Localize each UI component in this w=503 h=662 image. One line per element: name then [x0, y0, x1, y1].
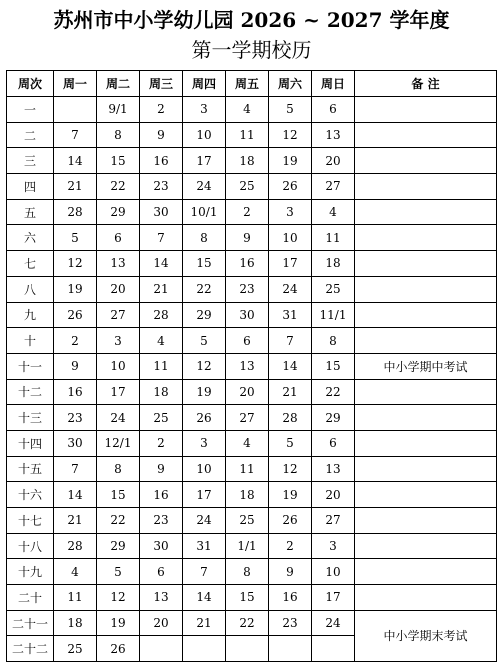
date-cell: 6 [97, 225, 140, 251]
date-cell: 9 [140, 456, 183, 482]
date-cell: 16 [226, 251, 269, 277]
date-cell: 22 [97, 174, 140, 200]
date-cell: 18 [226, 482, 269, 508]
date-cell: 12 [269, 122, 312, 148]
date-cell: 27 [97, 302, 140, 328]
week-row [7, 148, 497, 174]
remark-cell [355, 276, 497, 302]
date-cell: 26 [54, 302, 97, 328]
week-number: 十一 [7, 353, 54, 379]
date-cell: 14 [54, 148, 97, 174]
date-cell: 3 [183, 430, 226, 456]
date-cell: 9 [140, 122, 183, 148]
date-cell: 9 [54, 353, 97, 379]
date-cell: 12 [269, 456, 312, 482]
date-cell: 3 [183, 97, 226, 123]
remark-cell [355, 251, 497, 277]
date-cell: 14 [54, 482, 97, 508]
date-cell: 23 [226, 276, 269, 302]
date-cell: 18 [312, 251, 355, 277]
date-cell: 4 [140, 328, 183, 354]
week-row [7, 97, 497, 123]
date-cell: 10 [97, 353, 140, 379]
date-cell: 11 [226, 456, 269, 482]
date-cell: 14 [183, 585, 226, 611]
date-cell: 27 [226, 405, 269, 431]
date-cell: 22 [312, 379, 355, 405]
date-cell: 5 [183, 328, 226, 354]
date-cell: 4 [226, 430, 269, 456]
date-cell: 8 [97, 122, 140, 148]
remark-cell [355, 302, 497, 328]
week-row [7, 328, 497, 354]
date-cell: 29 [97, 199, 140, 225]
date-cell: 25 [54, 636, 97, 662]
date-cell: 5 [269, 97, 312, 123]
date-cell: 17 [312, 585, 355, 611]
date-cell: 11 [54, 585, 97, 611]
date-cell: 11 [226, 122, 269, 148]
date-cell: 7 [269, 328, 312, 354]
date-cell: 15 [97, 482, 140, 508]
date-cell: 8 [183, 225, 226, 251]
date-cell: 3 [97, 328, 140, 354]
date-cell: 23 [54, 405, 97, 431]
date-cell: 7 [140, 225, 183, 251]
week-row [7, 405, 497, 431]
week-row [7, 430, 497, 456]
date-cell: 29 [183, 302, 226, 328]
date-cell: 30 [54, 430, 97, 456]
week-number: 九 [7, 302, 54, 328]
date-cell: 13 [97, 251, 140, 277]
date-cell: 22 [226, 610, 269, 636]
column-header: 周五 [226, 71, 269, 97]
date-cell: 28 [140, 302, 183, 328]
date-cell: 4 [226, 97, 269, 123]
date-cell: 26 [183, 405, 226, 431]
date-cell: 10 [269, 225, 312, 251]
week-row [7, 251, 497, 277]
date-cell: 26 [269, 508, 312, 534]
date-cell: 21 [269, 379, 312, 405]
date-cell: 2 [140, 430, 183, 456]
date-cell: 28 [269, 405, 312, 431]
week-row [7, 533, 497, 559]
date-cell: 5 [97, 559, 140, 585]
date-cell: 17 [183, 148, 226, 174]
date-cell: 10 [183, 456, 226, 482]
date-cell: 12 [97, 585, 140, 611]
week-row [7, 559, 497, 585]
week-number: 一 [7, 97, 54, 123]
date-cell: 28 [54, 199, 97, 225]
remark-cell [355, 379, 497, 405]
calendar-subtitle: 第一学期校历 [191, 38, 312, 62]
week-row [7, 508, 497, 534]
date-cell: 20 [140, 610, 183, 636]
remark-cell [355, 405, 497, 431]
date-cell: 7 [54, 456, 97, 482]
date-cell: 17 [269, 251, 312, 277]
date-cell: 2 [54, 328, 97, 354]
remark-cell [355, 430, 497, 456]
date-cell: 24 [269, 276, 312, 302]
date-cell: 21 [183, 610, 226, 636]
remark-cell [355, 122, 497, 148]
date-cell: 5 [54, 225, 97, 251]
date-cell: 6 [226, 328, 269, 354]
date-cell: 12 [183, 353, 226, 379]
date-cell: 24 [183, 174, 226, 200]
date-cell: 16 [140, 148, 183, 174]
remark-cell [355, 328, 497, 354]
calendar-title: 苏州市中小学幼儿园 2026 ~ 2027 学年度 [53, 8, 450, 32]
date-cell: 23 [140, 508, 183, 534]
week-number: 十三 [7, 405, 54, 431]
week-number: 十六 [7, 482, 54, 508]
week-number: 四 [7, 174, 54, 200]
remark-cell [355, 174, 497, 200]
date-cell: 20 [226, 379, 269, 405]
date-cell: 10 [183, 122, 226, 148]
date-cell: 13 [140, 585, 183, 611]
date-cell: 12/1 [97, 430, 140, 456]
date-cell: 14 [140, 251, 183, 277]
week-number: 二十二 [7, 636, 54, 662]
date-cell: 21 [54, 174, 97, 200]
week-row [7, 199, 497, 225]
week-number: 十九 [7, 559, 54, 585]
date-cell: 6 [312, 97, 355, 123]
date-cell: 1/1 [226, 533, 269, 559]
date-cell: 25 [312, 276, 355, 302]
remark-cell [355, 533, 497, 559]
date-cell: 9/1 [97, 97, 140, 123]
date-cell [54, 97, 97, 123]
date-cell: 16 [140, 482, 183, 508]
date-cell: 24 [97, 405, 140, 431]
date-cell: 4 [54, 559, 97, 585]
date-cell: 13 [226, 353, 269, 379]
date-cell: 21 [140, 276, 183, 302]
column-header: 周四 [183, 71, 226, 97]
date-cell: 6 [140, 559, 183, 585]
date-cell: 16 [269, 585, 312, 611]
date-cell: 20 [312, 148, 355, 174]
date-cell: 17 [183, 482, 226, 508]
date-cell: 23 [140, 174, 183, 200]
date-cell: 9 [226, 225, 269, 251]
date-cell: 11 [312, 225, 355, 251]
week-number: 五 [7, 199, 54, 225]
week-number: 七 [7, 251, 54, 277]
date-cell: 19 [269, 482, 312, 508]
date-cell: 10/1 [183, 199, 226, 225]
week-row [7, 225, 497, 251]
date-cell: 11 [140, 353, 183, 379]
week-row [7, 353, 497, 379]
week-number: 十二 [7, 379, 54, 405]
week-number: 八 [7, 276, 54, 302]
column-header: 周二 [97, 71, 140, 97]
date-cell: 30 [140, 533, 183, 559]
date-cell: 9 [269, 559, 312, 585]
week-number: 十 [7, 328, 54, 354]
date-cell: 5 [269, 430, 312, 456]
remark-cell [355, 199, 497, 225]
week-row [7, 456, 497, 482]
remark-cell [355, 456, 497, 482]
week-number: 二 [7, 122, 54, 148]
week-row [7, 302, 497, 328]
date-cell: 24 [312, 610, 355, 636]
week-number: 十五 [7, 456, 54, 482]
remark-midterm-exam: 中小学期中考试 [355, 353, 497, 379]
column-header: 周一 [54, 71, 97, 97]
week-number: 三 [7, 148, 54, 174]
remark-cell [355, 508, 497, 534]
date-cell: 3 [312, 533, 355, 559]
date-cell: 8 [97, 456, 140, 482]
date-cell: 25 [226, 174, 269, 200]
column-header: 周日 [312, 71, 355, 97]
remark-cell [355, 148, 497, 174]
week-row [7, 276, 497, 302]
remark-cell [355, 482, 497, 508]
date-cell: 6 [312, 430, 355, 456]
date-cell: 28 [54, 533, 97, 559]
date-cell: 7 [183, 559, 226, 585]
week-row [7, 610, 497, 636]
date-cell: 13 [312, 122, 355, 148]
week-number: 十八 [7, 533, 54, 559]
week-row [7, 482, 497, 508]
date-cell: 25 [140, 405, 183, 431]
date-cell: 27 [312, 508, 355, 534]
remark-cell [355, 585, 497, 611]
week-row [7, 379, 497, 405]
date-cell: 26 [97, 636, 140, 662]
date-cell: 31 [269, 302, 312, 328]
date-cell: 2 [226, 199, 269, 225]
date-cell: 20 [97, 276, 140, 302]
date-cell: 24 [183, 508, 226, 534]
date-cell: 16 [54, 379, 97, 405]
date-cell: 18 [54, 610, 97, 636]
column-header: 周三 [140, 71, 183, 97]
date-cell: 31 [183, 533, 226, 559]
date-cell: 19 [183, 379, 226, 405]
week-number: 六 [7, 225, 54, 251]
column-header: 周六 [269, 71, 312, 97]
date-cell: 15 [226, 585, 269, 611]
date-cell: 22 [97, 508, 140, 534]
date-cell: 22 [183, 276, 226, 302]
date-cell: 26 [269, 174, 312, 200]
column-header: 备 注 [355, 71, 497, 97]
date-cell: 15 [183, 251, 226, 277]
header-row [7, 71, 497, 97]
column-header: 周次 [7, 71, 54, 97]
week-number: 十七 [7, 508, 54, 534]
date-cell: 25 [226, 508, 269, 534]
remark-cell [355, 97, 497, 123]
week-number: 二十 [7, 585, 54, 611]
remark-cell [355, 559, 497, 585]
date-cell: 17 [97, 379, 140, 405]
remark-final-exam: 中小学期末考试 [355, 610, 497, 661]
remark-cell [355, 225, 497, 251]
date-cell: 19 [54, 276, 97, 302]
calendar-table [6, 70, 497, 662]
date-cell: 15 [312, 353, 355, 379]
date-cell: 14 [269, 353, 312, 379]
date-cell: 29 [312, 405, 355, 431]
week-number: 十四 [7, 430, 54, 456]
date-cell: 11/1 [312, 302, 355, 328]
week-row [7, 122, 497, 148]
date-cell: 18 [140, 379, 183, 405]
date-cell: 8 [312, 328, 355, 354]
date-cell: 18 [226, 148, 269, 174]
date-cell: 13 [312, 456, 355, 482]
date-cell: 4 [312, 199, 355, 225]
date-cell: 20 [312, 482, 355, 508]
date-cell: 21 [54, 508, 97, 534]
date-cell: 2 [269, 533, 312, 559]
date-cell: 30 [140, 199, 183, 225]
date-cell: 29 [97, 533, 140, 559]
date-cell: 7 [54, 122, 97, 148]
date-cell: 12 [54, 251, 97, 277]
date-cell: 30 [226, 302, 269, 328]
date-cell: 10 [312, 559, 355, 585]
date-cell: 2 [140, 97, 183, 123]
week-number: 二十一 [7, 610, 54, 636]
date-cell: 19 [97, 610, 140, 636]
date-cell: 3 [269, 199, 312, 225]
date-cell: 19 [269, 148, 312, 174]
date-cell: 15 [97, 148, 140, 174]
date-cell: 27 [312, 174, 355, 200]
date-cell: 8 [226, 559, 269, 585]
week-row [7, 585, 497, 611]
date-cell: 23 [269, 610, 312, 636]
week-row [7, 174, 497, 200]
